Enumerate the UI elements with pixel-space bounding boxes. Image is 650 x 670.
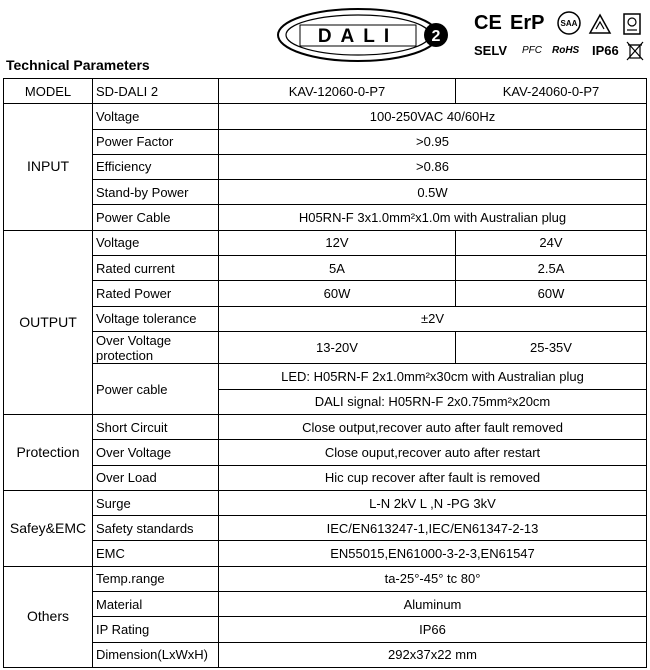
table-row [4,465,647,490]
table-row [4,79,647,104]
param-value: Close output,recover auto after fault removed [219,415,647,440]
table-row [4,306,647,331]
table-row [4,592,647,617]
weee-bin-icon [626,40,644,62]
param-value-a: 13-20V [219,331,456,364]
param-label: Voltage [93,230,219,255]
model-b: KAV-24060-0-P7 [456,79,647,104]
param-value: IEC/EN613247-1,IEC/EN61347-2-13 [219,516,647,541]
table-row [4,154,647,179]
table-row [4,541,647,566]
table-row [4,230,647,255]
param-value-a: 12V [219,230,456,255]
param-label: Voltage [93,104,219,129]
spec-table [3,78,647,668]
param-value-a: 5A [219,255,456,280]
group-output: OUTPUT [4,230,93,414]
group-protection: Protection [4,415,93,491]
group-others: Others [4,566,93,667]
param-value: L-N 2kV L ,N -PG 3kV [219,490,647,515]
param-value: 100-250VAC 40/60Hz [219,104,647,129]
param-label: Stand-by Power [93,180,219,205]
param-label: Power cable [93,364,219,415]
param-label: Surge [93,490,219,515]
param-value-b: 24V [456,230,647,255]
param-value-a: 60W [219,281,456,306]
param-label: Short Circuit [93,415,219,440]
param-label: Temp.range [93,566,219,591]
pfc-mark: PFC [522,45,542,56]
luminaire-mark-icon [622,12,642,36]
param-label: EMC [93,541,219,566]
param-value: >0.95 [219,129,647,154]
param-value-dali-cable: DALI signal: H05RN-F 2x0.75mm²x20cm [219,389,647,414]
table-row [4,180,647,205]
table-row [4,490,647,515]
param-label: Over Load [93,465,219,490]
param-label: Rated Power [93,281,219,306]
param-label: IP Rating [93,617,219,642]
dali-logo [276,6,450,64]
ip66-mark: IP66 [592,43,619,58]
param-value: 0.5W [219,180,647,205]
dali-logo-graphic [276,6,450,64]
param-value: Aluminum [219,592,647,617]
dali-logo-number: 2 [431,28,441,45]
param-value-b: 60W [456,281,647,306]
param-value: Hic cup recover after fault is removed [219,465,647,490]
param-label: Voltage tolerance [93,306,219,331]
table-row [4,617,647,642]
group-input: INPUT [4,104,93,230]
param-label: Material [93,592,219,617]
param-label: Safety standards [93,516,219,541]
param-value-led-cable: LED: H05RN-F 2x1.0mm²x30cm with Australian plug [219,364,647,389]
param-value: EN55015,EN61000-3-2-3,EN61547 [219,541,647,566]
param-value: H05RN-F 3x1.0mm²x1.0m with Australian plug [219,205,647,230]
table-row [4,516,647,541]
param-label: Over Voltage [93,440,219,465]
table-row [4,205,647,230]
param-label: Over Voltage protection [93,331,219,364]
param-label: Rated current [93,255,219,280]
param-value: ta-25°-45° tc 80° [219,566,647,591]
dali-logo-text: DALI [317,26,399,47]
rohs-mark: RoHS [552,45,580,56]
param-label: Power Cable [93,205,219,230]
table-row [4,104,647,129]
param-label: Power Factor [93,129,219,154]
param-value-b: 2.5A [456,255,647,280]
table-row [4,440,647,465]
table-row [4,281,647,306]
model-a: KAV-12060-0-P7 [219,79,456,104]
param-label: Efficiency [93,154,219,179]
param-value: Close ouput,recover auto after restart [219,440,647,465]
table-row [4,255,647,280]
series-name: SD-DALI 2 [93,79,219,104]
ce-mark: CE [474,12,502,34]
table-row [4,566,647,591]
param-value: ±2V [219,306,647,331]
saa-mark-text: SAA [560,19,578,28]
erp-mark: ErP [510,12,545,34]
param-value: >0.86 [219,154,647,179]
certification-marks [474,10,646,64]
rcm-triangle-icon [588,13,612,35]
page-title: Technical Parameters [6,57,150,73]
table-row [4,331,647,364]
param-value: 292x37x22 mm [219,642,647,667]
table-row [4,129,647,154]
param-label: Dimension(LxWxH) [93,642,219,667]
model-label: MODEL [4,79,93,104]
selv-mark: SELV [474,43,507,58]
table-row [4,364,647,389]
group-safety: Safey&EMC [4,490,93,566]
param-value-b: 25-35V [456,331,647,364]
table-row [4,642,647,667]
table-row [4,415,647,440]
saa-mark-icon [556,10,582,36]
param-value: IP66 [219,617,647,642]
